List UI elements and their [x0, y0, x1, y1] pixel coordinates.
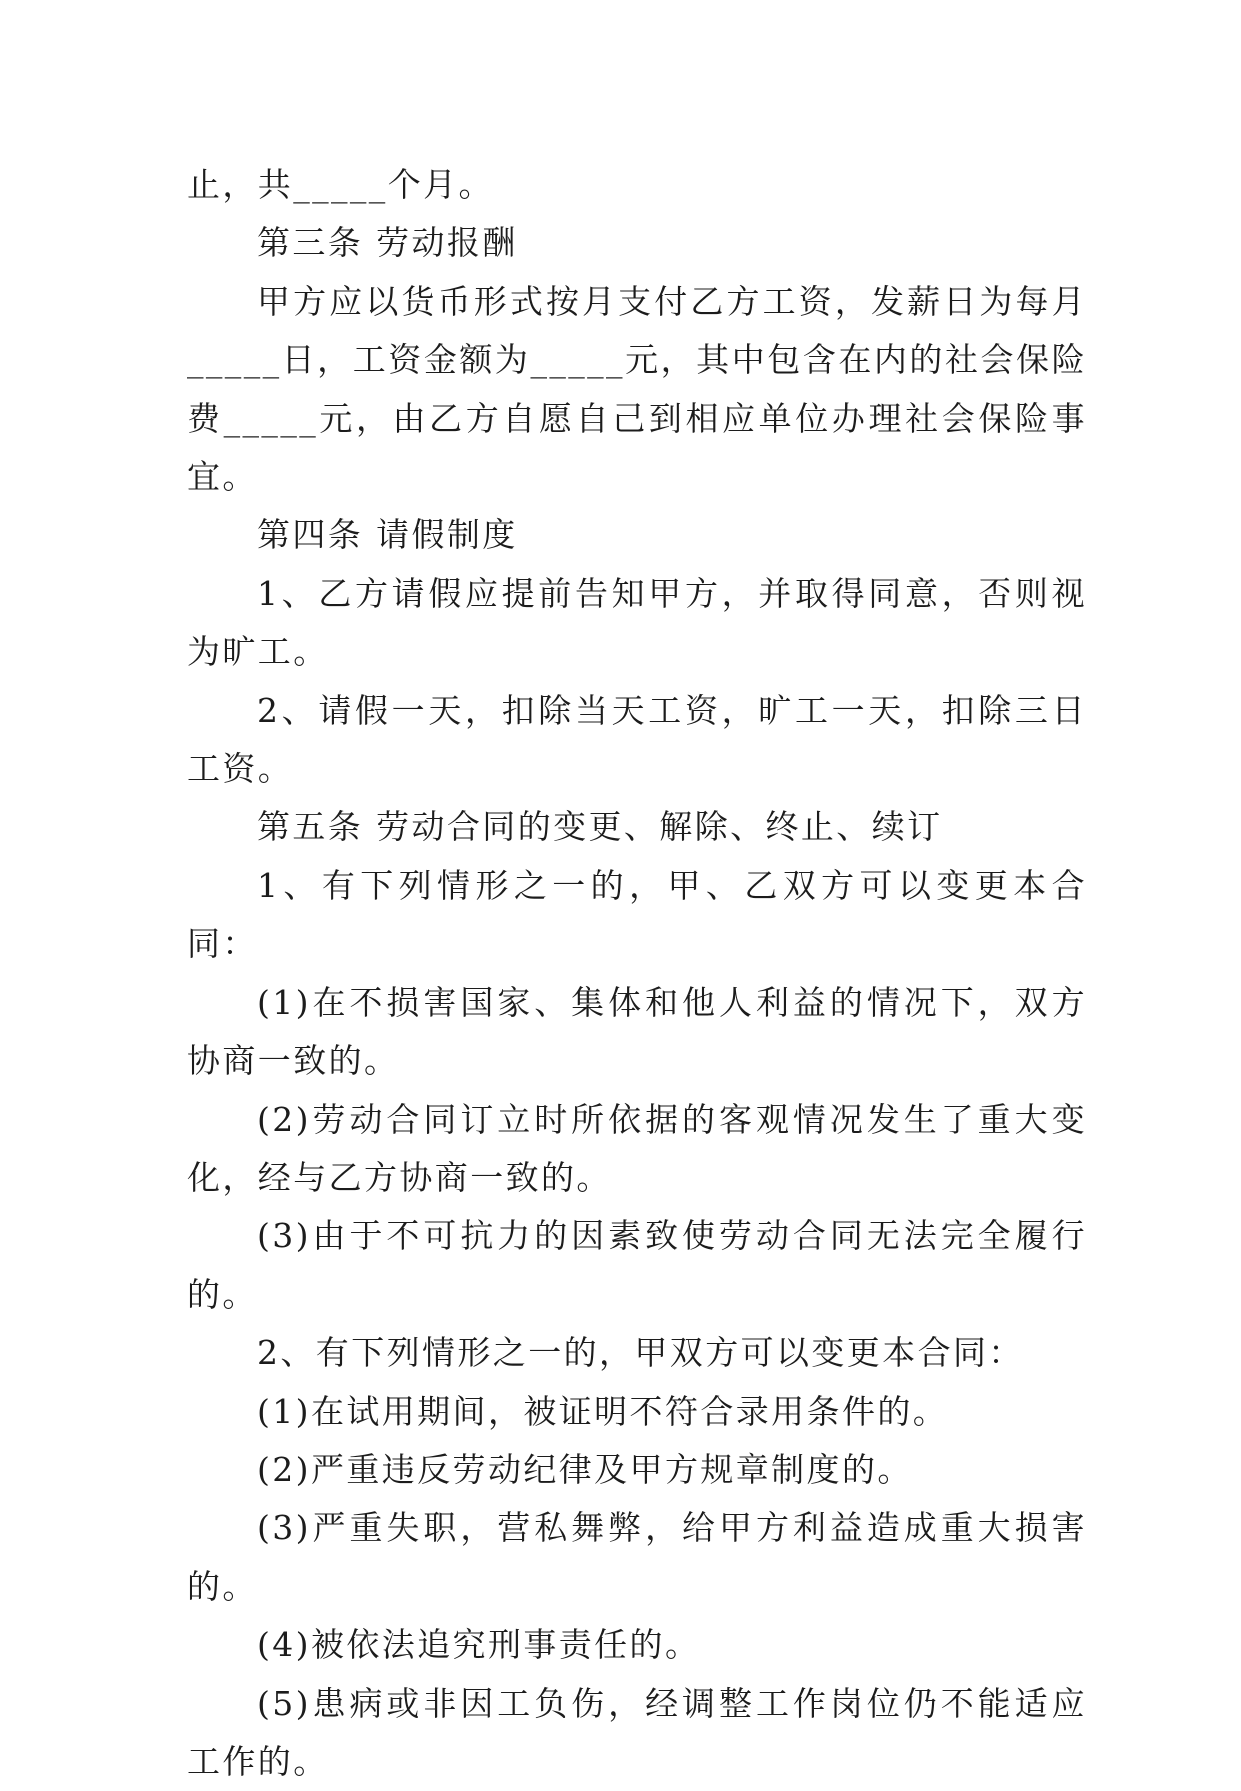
paragraph-leave-deduction: 2、请假一天，扣除当天工资，旷工一天，扣除三日工资。 — [187, 690, 1087, 789]
heading-article-3: 第三条 劳动报酬 — [257, 223, 518, 263]
heading-article-4: 第四条 请假制度 — [257, 515, 518, 555]
paragraph-wage-payment: 甲方应以货币形式按月支付乙方工资，发薪日为每月_____日，工资金额为_____元，其中包含在内的社会保险费_____元，由乙方自愿自己到相应单位办理社会保险事宜。 — [187, 281, 1087, 497]
list-item-termination-1: (1)在试用期间，被证明不符合录用条件的。 — [257, 1391, 949, 1431]
list-item-change-1: (1)在不损害国家、集体和他人利益的情况下，双方协商一致的。 — [187, 982, 1087, 1081]
paragraph-change-conditions: 1、有下列情形之一的，甲、乙双方可以变更本合同： — [187, 865, 1087, 964]
list-item-termination-3: (3)严重失职，营私舞弊，给甲方利益造成重大损害的。 — [187, 1508, 1087, 1606]
list-item-change-2: (2)劳动合同订立时所依据的客观情况发生了重大变化，经与乙方协商一致的。 — [187, 1099, 1087, 1197]
heading-article-5: 第五条 劳动合同的变更、解除、终止、续订 — [257, 807, 943, 847]
document-body — [187, 156, 1087, 1791]
list-item-termination-5: (5)患病或非因工负伤，经调整工作岗位仍不能适应工作的。 — [187, 1683, 1087, 1781]
list-item-change-3: (3)由于不可抗力的因素致使劳动合同无法完全履行的。 — [187, 1216, 1087, 1314]
paragraph-termination-conditions: 2、有下列情形之一的，甲双方可以变更本合同： — [257, 1333, 1024, 1373]
list-item-termination-4: (4)被依法追究刑事责任的。 — [257, 1625, 701, 1665]
paragraph-term-end: 止，共_____个月。 — [187, 165, 494, 204]
list-item-termination-2: (2)严重违反劳动纪律及甲方规章制度的。 — [257, 1449, 913, 1489]
paragraph-leave-notice: 1、乙方请假应提前告知甲方，并取得同意，否则视为旷工。 — [187, 573, 1087, 672]
